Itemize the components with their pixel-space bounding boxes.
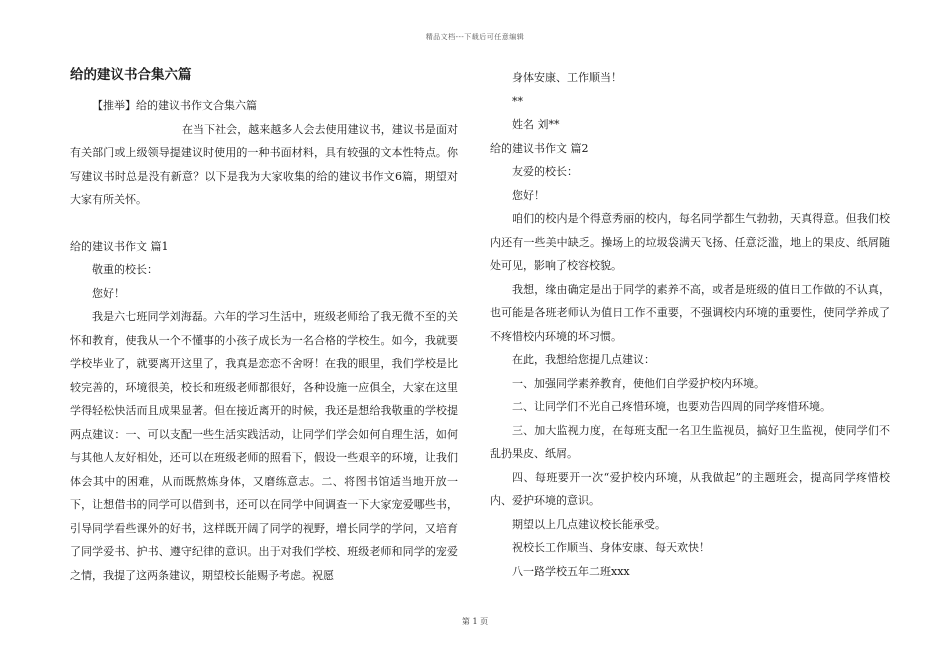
essay-2-signature: 八一路学校五年二班xxx [512, 564, 630, 578]
right-column [490, 66, 890, 583]
document-title: 给的建议书合集六篇 [70, 67, 192, 83]
intro-paragraph: 在当下社会，越来越多人会去使用建议书，建议书是面对有关部门或上级领导提建议时使用的一种书面材料，具有较强的文本性特点。你写建议书时总是没有新意？以下是我为大家收集的给的建议书作文6篇，期望对大家有所关怀。 [70, 122, 458, 206]
essay-1-signature: 姓名 刘** [512, 118, 560, 131]
suggestion-item: 三、加大监视力度，在每班支配一名卫生监视员，搞好卫生监视，使同学们不乱扔果皮、纸屑。 [490, 423, 890, 460]
essay-2-hope: 期望以上几点建议校长能承受。 [512, 517, 666, 531]
suggestion-item: 四、每班要开一次“爱护校内环境，从我做起”的主题班会，提高同学疼惜校内、爱护环境的意识。 [490, 470, 890, 507]
suggestion-item: 二、让同学们不光自己疼惜环境，也要劝告四周的同学疼惜环境。 [512, 400, 831, 413]
essay-1-closing: 身体安康、工作顺当！ [512, 71, 622, 84]
suggestion-item: 一、加强同学素养教育，使他们自学爱护校内环境。 [512, 376, 765, 390]
page-number: 第 1 页 [461, 617, 489, 626]
essay-1-body: 我是六七班同学刘海磊。六年的学习生活中，班级老师给了我无微不至的关怀和教育，使我从一个不懂事的小孩子成长为一名合格的学校生。如今，我就要学校毕业了，就要离开这里了，我真是恋恋不舍呀！在我的眼里，我们学校是比较完善的，环境很美，校长和班级老师都很好，各种设施一应俱全，大家在这里学得轻松快活而且成果显著。但在接近离开的时候，我还是想给我敬重的学校提两点建议：一、可以支配一些生活实践活动，让同学们学会如何自理生活，如何与其他人友好相处，还可以在班级老师的照看下，假设一些艰辛的环境，让我们体会其中的困难，从而既熬炼身体，又磨练意志。二、将图书馆适当地开放一下，让想借书的同学可以借到书，还可以在同学中间调查一下大家宠爱哪些书，引导同学看些课外的好书，这样既开阔了同学的视野，增长同学的学问，又培育了同学爱书、护书、遵守纪律的意识。出于对我们学校、班级老师和同学的宠爱之情，我提了这两条建议，期望校长能赐予考虑。祝愿 [70, 310, 458, 582]
left-column [70, 66, 458, 587]
essay-1-hello: 您好！ [92, 286, 125, 300]
essay-1-heading: 给的建议书作文 篇1 [70, 239, 169, 253]
essay-2-paragraph: 咱们的校内是个得意秀丽的校内，每名同学都生气勃勃，天真得意。但我们校内还有一些美中缺乏。操场上的垃圾袋满天飞扬、任意泛滥，地上的果皮、纸屑随处可见，影响了校容校貌。 [490, 212, 890, 272]
essay-2-wish: 祝校长工作顺当、身体安康、每天欢快！ [512, 541, 710, 554]
page-header-note: 精品文档---下载后可任意编辑 [425, 33, 525, 41]
spacer [70, 212, 458, 235]
essay-2-paragraph: 我想，缘由确定是出于同学的素养不高，或者是班级的值日工作做的不认真，也可能是各班老师认为值日工作不重要，不强调校内环境的重要性，使同学养成了不疼惜校内环境的坏习惯。 [490, 282, 890, 343]
essay-2-hello: 您好！ [512, 188, 545, 202]
essay-2-heading: 给的建议书作文 篇2 [490, 141, 589, 155]
essay-1-mask: ** [512, 94, 523, 108]
essay-1-greeting: 敬重的校长： [92, 263, 158, 276]
essay-2-greeting: 友爱的校长： [512, 165, 578, 178]
essay-2-paragraph: 在此，我想给您提几点建议： [512, 353, 655, 366]
recommend-line: 【推举】给的建议书作文合集六篇 [92, 99, 257, 112]
